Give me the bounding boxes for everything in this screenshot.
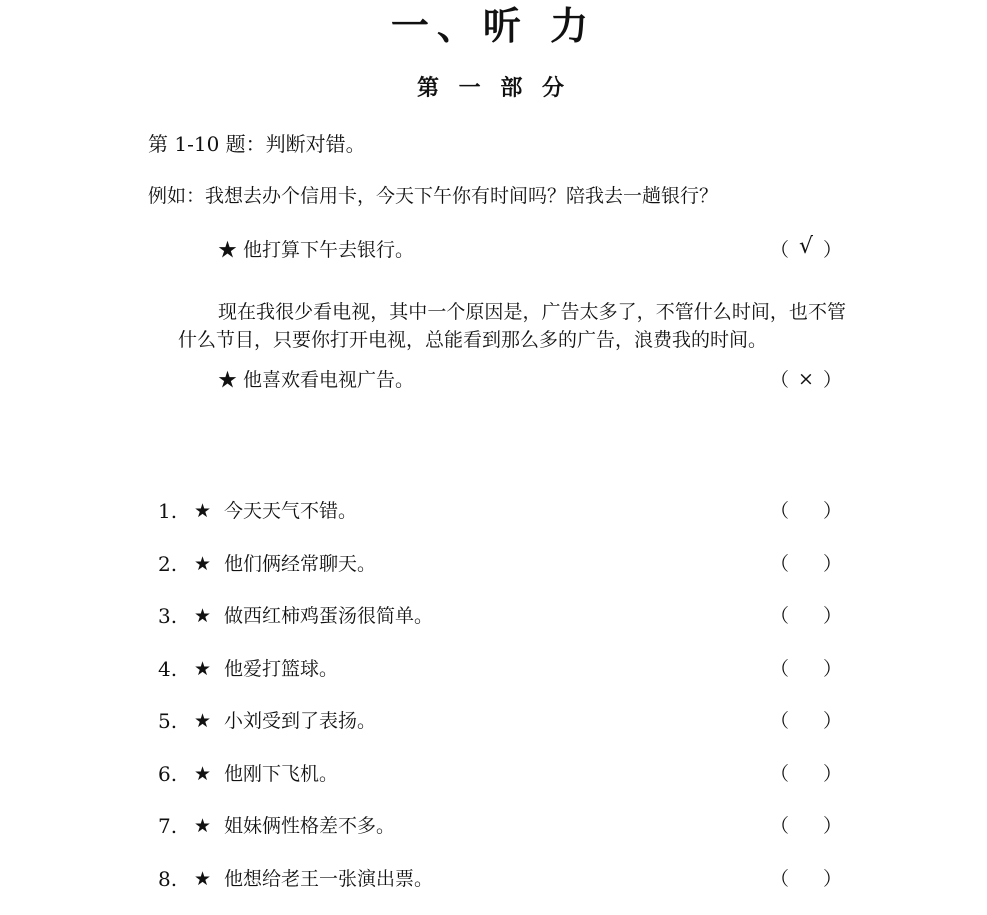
bracket-open: （ <box>770 369 790 391</box>
question-statement: 他爱打篮球。 <box>224 657 339 680</box>
question-number: 2. <box>158 551 178 576</box>
bracket-close: ） <box>822 369 842 391</box>
star-icon: ★ <box>194 552 212 575</box>
bracket-open: （ <box>770 657 790 680</box>
question-row <box>158 707 844 735</box>
example-statement-1: ★ 他打算下午去银行。 <box>218 239 415 261</box>
question-statement: 姐妹俩性格差不多。 <box>224 815 396 837</box>
part-title: 第 一 部 分 <box>417 76 570 101</box>
check-mark-icon: √ <box>798 234 814 259</box>
question-row <box>158 655 844 683</box>
star-icon: ★ <box>194 762 212 785</box>
answer-blank[interactable] <box>770 655 842 683</box>
answer-blank[interactable] <box>770 812 842 840</box>
bracket-open: （ <box>770 605 790 627</box>
question-statement: 他刚下飞机。 <box>224 762 339 785</box>
answer-blank[interactable] <box>770 865 842 893</box>
bracket-close: ） <box>822 605 842 627</box>
question-row <box>158 760 844 788</box>
star-icon: ★ <box>194 500 212 522</box>
question-statement: 他们俩经常聊天。 <box>224 552 377 575</box>
question-number: 7. <box>158 814 178 838</box>
example-statement-2: ★ 他喜欢看电视广告。 <box>218 369 415 391</box>
cross-mark-icon: × <box>798 368 814 390</box>
question-number: 4. <box>158 656 178 681</box>
question-row <box>158 602 844 630</box>
answer-blank[interactable] <box>770 497 842 525</box>
question-number: 6. <box>158 761 178 786</box>
bracket-open: （ <box>770 710 790 732</box>
question-statement: 他想给老王一张演出票。 <box>224 867 434 890</box>
bracket-open: （ <box>770 867 790 890</box>
question-row <box>158 550 844 578</box>
question-statement: 做西红柿鸡蛋汤很简单。 <box>224 605 434 627</box>
question-number: 8. <box>158 866 178 891</box>
bracket-close: ） <box>822 762 842 785</box>
passage-text: 现在我很少看电视，其中一个原因是，广告太多了，不管什么时间，也不管什么节目，只要你打开电视，总能看到那么多的广告，浪费我的时间。 <box>178 301 846 351</box>
bracket-open: （ <box>770 239 790 261</box>
bracket-open: （ <box>770 552 790 575</box>
question-row <box>158 497 844 525</box>
bracket-close: ） <box>822 552 842 575</box>
bracket-close: ） <box>822 239 842 261</box>
answer-blank[interactable] <box>770 602 842 630</box>
bracket-close: ） <box>822 867 842 890</box>
bracket-close: ） <box>822 710 842 732</box>
bracket-close: ） <box>822 500 842 522</box>
bracket-close: ） <box>822 657 842 680</box>
answer-blank[interactable] <box>770 550 842 578</box>
answer-blank[interactable] <box>770 707 842 735</box>
bracket-close: ） <box>822 815 842 837</box>
bracket-open: （ <box>770 762 790 785</box>
star-icon: ★ <box>194 605 212 627</box>
answer-blank[interactable] <box>770 760 842 788</box>
instruction: 第 1-10 题：判断对错。 <box>148 132 366 156</box>
question-number: 1. <box>158 499 178 523</box>
question-statement: 小刘受到了表扬。 <box>224 710 377 732</box>
question-statement: 今天天气不错。 <box>224 500 358 522</box>
example-passage <box>178 298 846 354</box>
bracket-open: （ <box>770 815 790 837</box>
star-icon: ★ <box>194 657 212 680</box>
question-row <box>158 865 844 893</box>
example-prompt: 例如：我想去办个信用卡，今天下午你有时间吗？陪我去一趟银行？ <box>148 185 719 207</box>
question-number: 3. <box>158 604 178 628</box>
star-icon: ★ <box>194 710 212 732</box>
star-icon: ★ <box>194 867 212 890</box>
question-row <box>158 812 844 840</box>
star-icon: ★ <box>194 815 212 837</box>
section-title: 一、听 力 <box>390 4 597 48</box>
bracket-open: （ <box>770 500 790 522</box>
question-number: 5. <box>158 709 178 733</box>
